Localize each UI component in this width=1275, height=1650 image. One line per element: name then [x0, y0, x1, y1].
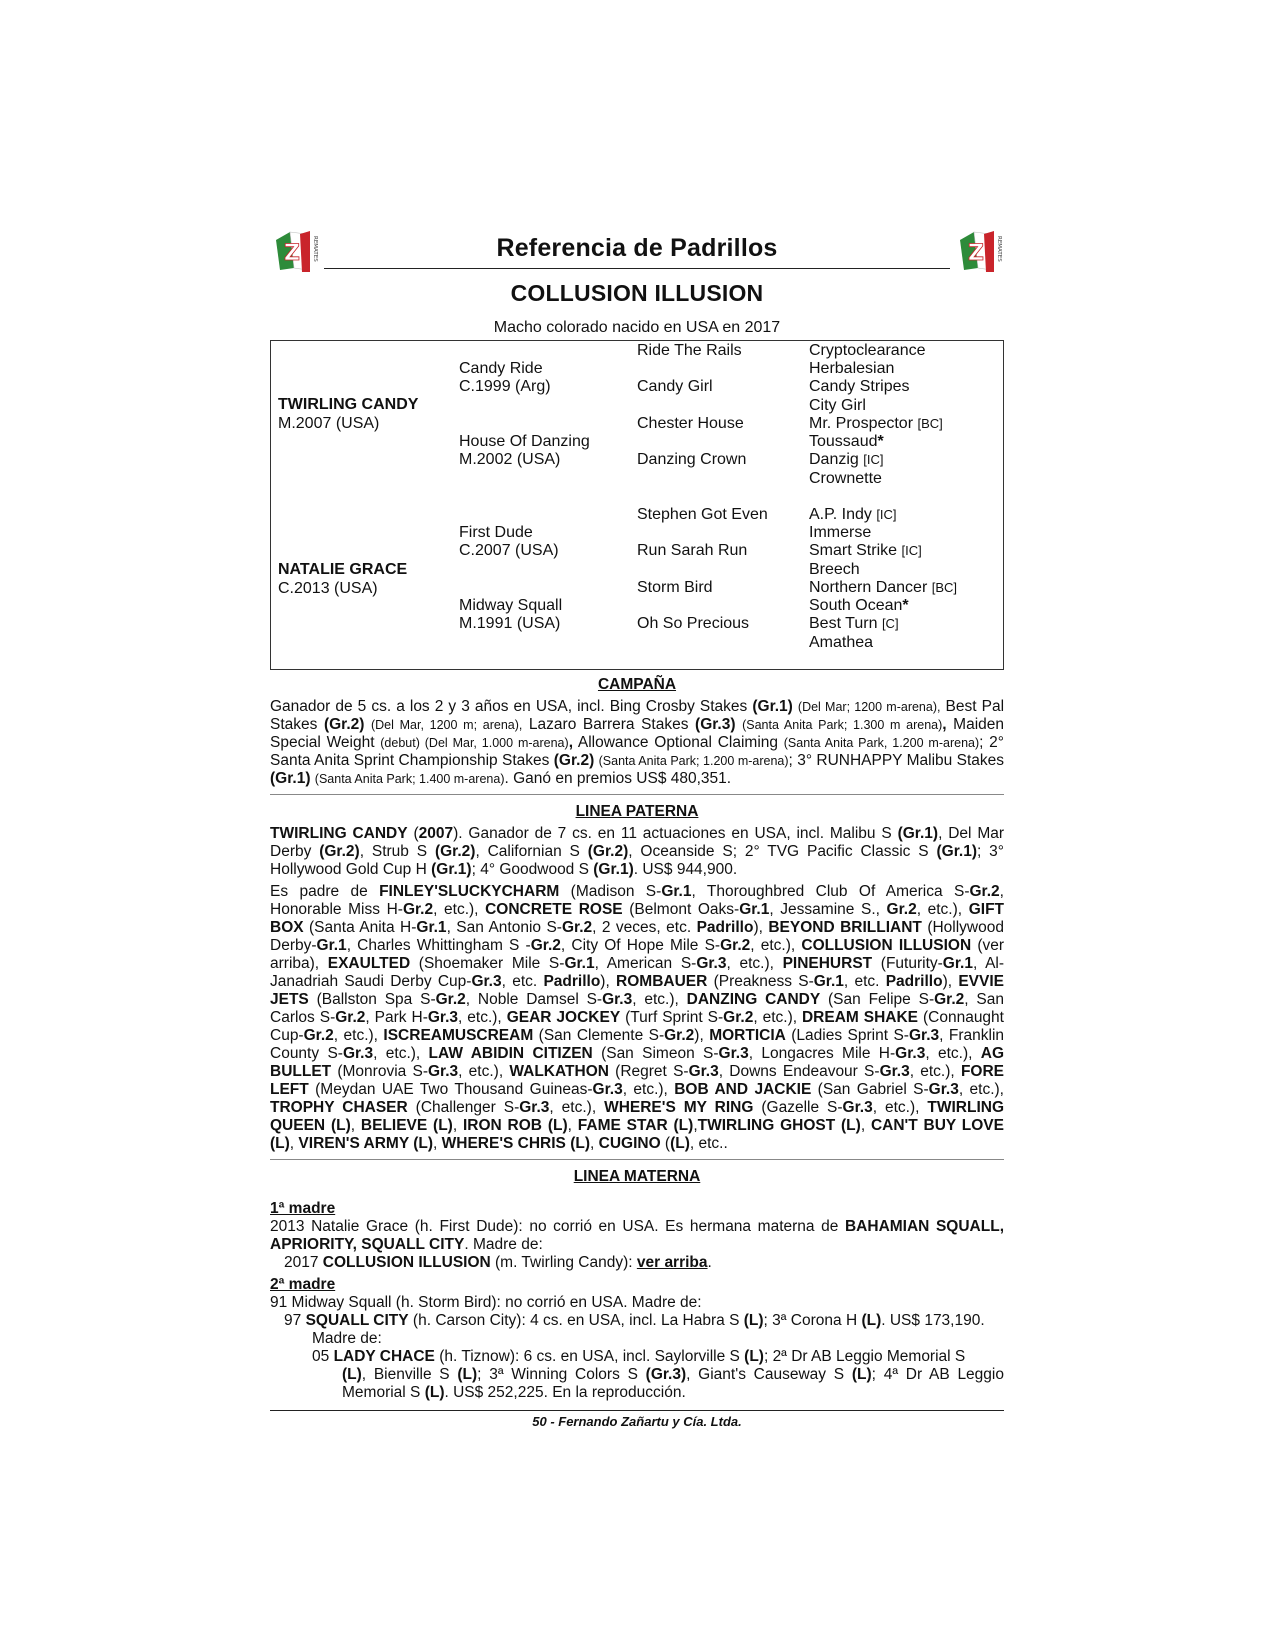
produce-entry: 2017 COLLUSION ILLUSION (m. Twirling Candy): ver arriba. — [284, 1254, 712, 1271]
gen4-ancestor: Northern Dancer [BC] — [809, 579, 958, 596]
sire-sire-name: Candy Ride — [459, 360, 543, 377]
segunda-madre-text: 91 Midway Squall (h. Storm Bird): no corrió en USA. Madre de: — [270, 1294, 702, 1311]
produce-entry-cont: Madre de: — [312, 1330, 382, 1347]
gen4-ancestor: City Girl — [809, 397, 866, 414]
gen3-ancestor: Stephen Got Even — [637, 506, 768, 523]
horse-name: COLLUSION ILLUSION — [510, 280, 764, 306]
sire-dam-name: House Of Danzing — [459, 433, 590, 450]
sire-dam-info: M.2002 (USA) — [459, 451, 561, 468]
gen4-ancestor: Mr. Prospector [BC] — [809, 415, 943, 432]
campana-text: Ganador de 5 cs. a los 2 y 3 años en USA, incl. Bing Crosby Stakes (Gr.1) (Del Mar; 1200 m-arena), Best Pal Stakes (Gr.2) (Del Mar, 1200 m; arena), Lazaro Barrera Stakes (Gr.3) (Santa Anita Park; 1.300 m arena), Maiden Special Weight (debut) (Del Mar, 1.000 m-arena), Allowance Optional Claiming (Santa Anita Park, 1.200 m-arena); 2° Santa Anita Sprint Championship Stakes (Gr.2) (Santa Anita Park; 1.200 m-arena); 3° RUNHAPPY Malibu Stakes (Gr.1) (Santa Anita Park; 1.400 m-arena). Ganó en premios US$ 480,351. — [270, 698, 1005, 787]
sire-info: M.2007 (USA) — [278, 415, 380, 432]
svg-text:REMATES: REMATES — [312, 236, 318, 262]
segunda-madre-heading: 2ª madre — [270, 1276, 336, 1293]
svg-text:REMATES: REMATES — [996, 236, 1002, 262]
gen3-ancestor: Run Sarah Run — [637, 542, 748, 559]
gen4-ancestor: South Ocean* — [809, 597, 909, 614]
header-rule — [324, 268, 950, 269]
section-divider — [270, 794, 1004, 795]
linea-paterna-progeny-text: Es padre de FINLEY'SLUCKYCHARM (Madison S-Gr.1, Thoroughbred Club Of America S-Gr.2, Honorable Miss H-Gr.2, etc.), CONCRETE ROSE (Belmont Oaks-Gr.1, Jessamine S., Gr.2, etc.), GIFT BOX (Santa Anita H-Gr.1, San Antonio S-Gr.2, 2 veces, etc. Padrillo), BEYOND BRILLIANT (Hollywood Derby-Gr.1, Charles Whittingham S -Gr.2, City Of Hope Mile S-Gr.2, etc.), COLLUSION ILLUSION (ver arriba), EXAULTED (Shoemaker Mile S-Gr.1, American S-Gr.3, etc.), PINEHURST (Futurity-Gr.1, Al-Janadriah Saudi Derby Cup-Gr.3, etc. Padrillo), ROMBAUER (Preakness S-Gr.1, etc. Padrillo), EVVIE JETS (Ballston Spa S-Gr.2, Noble Damsel S-Gr.3, etc.), DANZING CANDY (San Felipe S-Gr.2, San Carlos S-Gr.2, Park H-Gr.3, etc.), GEAR JOCKEY (Turf Sprint S-Gr.2, etc.), DREAM SHAKE (Connaught Cup-Gr.2, etc.), ISCREAMUSCREAM (San Clemente S-Gr.2), MORTICIA (Ladies Sprint S-Gr.3, Franklin County S-Gr.3, etc.), LAW ABIDIN CITIZEN (San Simeon S-Gr.3, Longacres Mile H-Gr.3, etc.), AG BULLET (Monrovia S-Gr.3, etc.), WALKATHON (Regret S-Gr.3, Downs Endeavour S-Gr.3, etc.), FORE LEFT (Meydan UAE Two Thousand Guineas-Gr.3, etc.), BOB AND JACKIE (San Gabriel S-Gr.3, etc.), TROPHY CHASER (Challenger S-Gr.3, etc.), WHERE'S MY RING (Gazelle S-Gr.3, etc.), TWIRLING QUEEN (L), BELIEVE (L), IRON ROB (L), FAME STAR (L),TWIRLING GHOST (L), CAN'T BUY LOVE (L), VIREN'S ARMY (L), WHERE'S CHRIS (L), CUGINO ((L), etc.. — [270, 883, 1005, 1152]
dam-sire-info: C.2007 (USA) — [459, 542, 559, 559]
primera-madre-heading: 1ª madre — [270, 1200, 336, 1217]
gen4-ancestor: Cryptoclearance — [809, 342, 926, 359]
primera-madre-text: 2013 Natalie Grace (h. First Dude): no corrió en USA. Es hermana materna de BAHAMIAN SQUALL, APRIORITY, SQUALL CITY. Madre de: — [270, 1218, 1004, 1253]
gen4-ancestor: Best Turn [C] — [809, 615, 899, 632]
produce-entry-cont: (L), Bienville S (L); 3ª Winning Colors S (Gr.3), Giant's Causeway S (L); 4ª Dr AB Leggio Memorial S (L). US$ 252,225. En la reproducción. — [342, 1366, 1004, 1401]
gen4-ancestor: Danzig [IC] — [809, 451, 884, 468]
sire-name: TWIRLING CANDY — [278, 396, 419, 413]
horse-description: Macho colorado nacido en USA en 2017 — [493, 319, 781, 336]
gen3-ancestor: Danzing Crown — [637, 451, 747, 468]
produce-entry: 97 SQUALL CITY (h. Carson City): 4 cs. en USA, incl. La Habra S (L); 3ª Corona H (L). US$ 173,190. — [284, 1312, 985, 1329]
gen4-ancestor: Crownette — [809, 470, 882, 487]
dam-info: C.2013 (USA) — [278, 580, 378, 597]
dam-name: NATALIE GRACE — [278, 561, 408, 578]
gen3-ancestor: Candy Girl — [637, 378, 713, 395]
document-page — [270, 228, 1004, 1429]
linea-paterna-title: LINEA PATERNA — [575, 803, 699, 820]
fz-remates-logo-icon — [270, 228, 320, 274]
gen3-ancestor: Ride The Rails — [637, 342, 742, 359]
linea-paterna-sire-text: TWIRLING CANDY (2007). Ganador de 7 cs. en 11 actuaciones en USA, incl. Malibu S (Gr.1), Del Mar Derby (Gr.2), Strub S (Gr.2), Californian S (Gr.2), Oceanside S; 2° TVG Pacific Classic S (Gr.1); 3° Hollywood Gold Cup H (Gr.1); 4° Goodwood S (Gr.1). US$ 944,900. — [270, 825, 1005, 878]
pedigree-table — [270, 340, 1004, 670]
gen4-ancestor: Amathea — [809, 634, 874, 651]
gen3-ancestor: Oh So Precious — [637, 615, 750, 632]
fz-remates-logo-icon — [954, 228, 1004, 274]
page-header — [270, 228, 1004, 276]
gen4-ancestor: Immerse — [809, 524, 872, 541]
produce-entry: 05 LADY CHACE (h. Tiznow): 6 cs. en USA, incl. Saylorville S (L); 2ª Dr AB Leggio Memorial S — [312, 1348, 966, 1365]
campana-title: CAMPAÑA — [597, 676, 677, 693]
gen3-ancestor: Storm Bird — [637, 579, 713, 596]
gen4-ancestor: Smart Strike [IC] — [809, 542, 922, 559]
sire-sire-info: C.1999 (Arg) — [459, 378, 551, 395]
svg-text:Z: Z — [284, 241, 300, 266]
page-footer: 50 - Fernando Zañartu y Cía. Ltda. — [532, 1414, 742, 1429]
svg-text:Z: Z — [968, 241, 984, 266]
gen4-ancestor: Breech — [809, 561, 860, 578]
gen4-ancestor: Candy Stripes — [809, 378, 910, 395]
dam-dam-info: M.1991 (USA) — [459, 615, 561, 632]
header-title: Referencia de Padrillos — [496, 234, 778, 262]
dam-dam-name: Midway Squall — [459, 597, 563, 614]
footer-rule — [270, 1410, 1004, 1411]
gen3-ancestor: Chester House — [637, 415, 744, 432]
dam-sire-name: First Dude — [459, 524, 533, 541]
gen4-ancestor: Toussaud* — [809, 433, 884, 450]
section-divider — [270, 1159, 1004, 1160]
linea-materna-title: LINEA MATERNA — [573, 1168, 701, 1185]
gen4-ancestor: A.P. Indy [IC] — [809, 506, 897, 523]
gen4-ancestor: Herbalesian — [809, 360, 895, 377]
